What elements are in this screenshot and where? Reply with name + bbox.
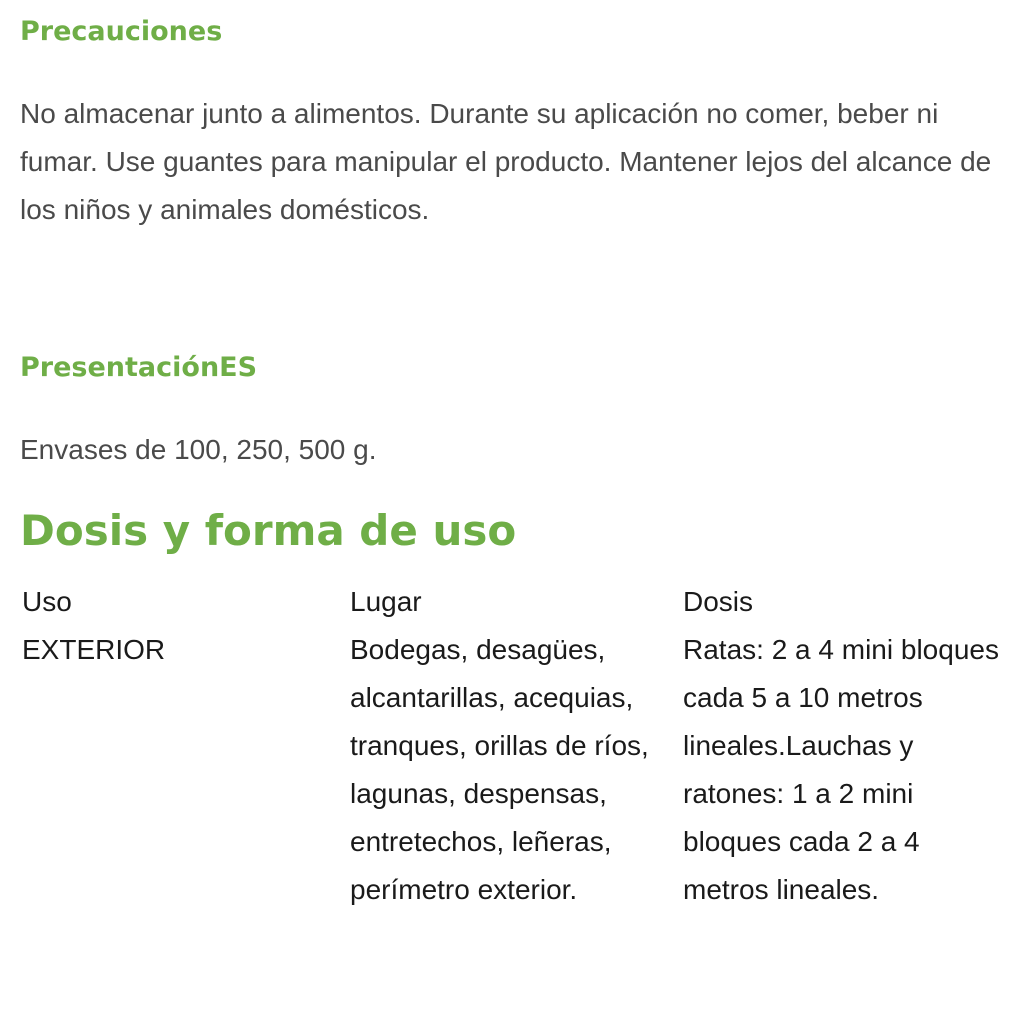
precauciones-heading: Precauciones bbox=[20, 16, 223, 47]
cell-lugar: Bodegas, desagües, alcantarillas, acequias, tranques, orillas de ríos, lagunas, despensas, entretechos, leñeras, perímetro exterior. bbox=[350, 634, 649, 905]
table-row bbox=[20, 626, 1010, 914]
column-header-dosis: Dosis bbox=[683, 586, 754, 617]
dosis-heading: Dosis y forma de uso bbox=[20, 506, 517, 555]
column-header-uso: Uso bbox=[22, 586, 72, 617]
cell-uso: EXTERIOR bbox=[22, 634, 166, 665]
table-header-row bbox=[20, 578, 1010, 626]
presentacion-text: Envases de 100, 250, 500 g. bbox=[20, 434, 377, 465]
dosis-table bbox=[20, 578, 1010, 914]
precauciones-text: No almacenar junto a alimentos. Durante su aplicación no comer, beber ni fumar. Use guantes para manipular el producto. Mantener lejos del alcance de los niños y animales domésticos. bbox=[20, 98, 992, 225]
column-header-lugar: Lugar bbox=[350, 586, 422, 617]
cell-dosis: Ratas: 2 a 4 mini bloques cada 5 a 10 metros lineales.Lauchas y ratones: 1 a 2 mini bloques cada 2 a 4 metros lineales. bbox=[683, 634, 999, 905]
presentacion-heading: PresentaciónES bbox=[20, 352, 258, 383]
